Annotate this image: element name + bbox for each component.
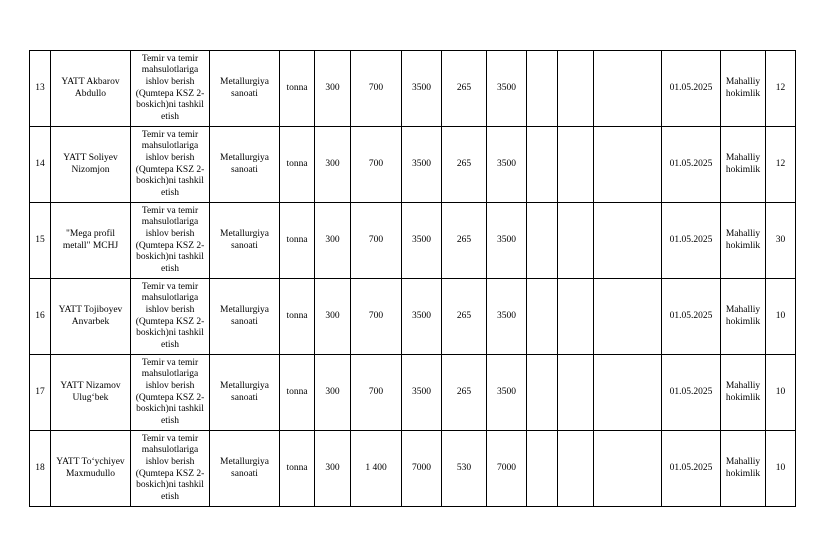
project-description-cell: Temir va temir mahsulotlariga ishlov berish (Qumtepa KSZ 2- boskich)ni tashkil etish: [131, 203, 210, 279]
row-number-cell: 16: [30, 279, 51, 355]
value-cell-2: 700: [351, 355, 402, 431]
empty-cell-1: [527, 355, 558, 431]
company-name-cell: "Mega profil metall" MCHJ: [51, 203, 131, 279]
responsible-cell: Mahalliy hokimlik: [721, 203, 766, 279]
value-cell-1: 300: [315, 51, 351, 127]
company-name-cell: YATT Akbarov Abdullo: [51, 51, 131, 127]
sector-cell: Metallurgiya sanoati: [210, 127, 280, 203]
unit-cell: tonna: [280, 203, 315, 279]
value-cell-1: 300: [315, 127, 351, 203]
value-cell-2: 700: [351, 203, 402, 279]
table-row: [30, 127, 796, 203]
value-cell-4: 265: [442, 203, 487, 279]
value-cell-4: 265: [442, 279, 487, 355]
value-cell-5: 3500: [487, 203, 527, 279]
empty-cell-2: [558, 51, 594, 127]
value-cell-1: 300: [315, 203, 351, 279]
sector-cell: Metallurgiya sanoati: [210, 51, 280, 127]
unit-cell: tonna: [280, 431, 315, 507]
sector-cell: Metallurgiya sanoati: [210, 279, 280, 355]
unit-cell: tonna: [280, 355, 315, 431]
table-row: [30, 203, 796, 279]
empty-cell-2: [558, 127, 594, 203]
project-description-cell: Temir va temir mahsulotlariga ishlov berish (Qumtepa KSZ 2- boskich)ni tashkil etish: [131, 51, 210, 127]
value-cell-1: 300: [315, 279, 351, 355]
value-cell-1: 300: [315, 355, 351, 431]
company-name-cell: YATT Tojiboyev Anvarbek: [51, 279, 131, 355]
empty-cell-1: [527, 127, 558, 203]
jobs-count-cell: 30: [766, 203, 796, 279]
sector-cell: Metallurgiya sanoati: [210, 203, 280, 279]
date-cell: 01.05.2025: [662, 279, 721, 355]
empty-cell-1: [527, 203, 558, 279]
value-cell-2: 700: [351, 51, 402, 127]
empty-cell-2: [558, 279, 594, 355]
value-cell-3: 3500: [402, 279, 442, 355]
value-cell-5: 3500: [487, 51, 527, 127]
value-cell-1: 300: [315, 431, 351, 507]
jobs-count-cell: 10: [766, 279, 796, 355]
date-cell: 01.05.2025: [662, 203, 721, 279]
date-cell: 01.05.2025: [662, 51, 721, 127]
value-cell-3: 3500: [402, 51, 442, 127]
project-description-cell: Temir va temir mahsulotlariga ishlov berish (Qumtepa KSZ 2- boskich)ni tashkil etish: [131, 127, 210, 203]
responsible-cell: Mahalliy hokimlik: [721, 431, 766, 507]
empty-cell-3: [594, 431, 662, 507]
row-number-cell: 13: [30, 51, 51, 127]
empty-cell-1: [527, 279, 558, 355]
jobs-count-cell: 12: [766, 127, 796, 203]
project-description-cell: Temir va temir mahsulotlariga ishlov berish (Qumtepa KSZ 2- boskich)ni tashkil etish: [131, 431, 210, 507]
row-number-cell: 18: [30, 431, 51, 507]
responsible-cell: Mahalliy hokimlik: [721, 127, 766, 203]
company-name-cell: YATT Soliyev Nizomjon: [51, 127, 131, 203]
row-number-cell: 17: [30, 355, 51, 431]
responsible-cell: Mahalliy hokimlik: [721, 279, 766, 355]
empty-cell-1: [527, 51, 558, 127]
responsible-cell: Mahalliy hokimlik: [721, 51, 766, 127]
date-cell: 01.05.2025: [662, 355, 721, 431]
value-cell-3: 3500: [402, 203, 442, 279]
table-row: [30, 279, 796, 355]
value-cell-2: 700: [351, 127, 402, 203]
date-cell: 01.05.2025: [662, 127, 721, 203]
empty-cell-3: [594, 355, 662, 431]
sector-cell: Metallurgiya sanoati: [210, 431, 280, 507]
unit-cell: tonna: [280, 279, 315, 355]
jobs-count-cell: 10: [766, 355, 796, 431]
value-cell-3: 3500: [402, 355, 442, 431]
row-number-cell: 14: [30, 127, 51, 203]
value-cell-5: 3500: [487, 127, 527, 203]
empty-cell-2: [558, 203, 594, 279]
value-cell-2: 700: [351, 279, 402, 355]
empty-cell-3: [594, 203, 662, 279]
value-cell-3: 7000: [402, 431, 442, 507]
table-row: [30, 431, 796, 507]
table-body: [30, 51, 796, 507]
value-cell-4: 265: [442, 51, 487, 127]
unit-cell: tonna: [280, 127, 315, 203]
date-cell: 01.05.2025: [662, 431, 721, 507]
project-description-cell: Temir va temir mahsulotlariga ishlov berish (Qumtepa KSZ 2- boskich)ni tashkil etish: [131, 279, 210, 355]
empty-cell-3: [594, 127, 662, 203]
responsible-cell: Mahalliy hokimlik: [721, 355, 766, 431]
table-row: [30, 51, 796, 127]
empty-cell-1: [527, 431, 558, 507]
empty-cell-2: [558, 431, 594, 507]
sector-cell: Metallurgiya sanoati: [210, 355, 280, 431]
company-name-cell: YATT Nizamov Ulug‘bek: [51, 355, 131, 431]
empty-cell-3: [594, 279, 662, 355]
value-cell-4: 265: [442, 127, 487, 203]
value-cell-5: 3500: [487, 279, 527, 355]
empty-cell-2: [558, 355, 594, 431]
value-cell-4: 530: [442, 431, 487, 507]
value-cell-3: 3500: [402, 127, 442, 203]
value-cell-5: 7000: [487, 431, 527, 507]
value-cell-2: 1 400: [351, 431, 402, 507]
company-name-cell: YATT To‘ychiyev Maxmudullo: [51, 431, 131, 507]
empty-cell-3: [594, 51, 662, 127]
value-cell-5: 3500: [487, 355, 527, 431]
project-description-cell: Temir va temir mahsulotlariga ishlov berish (Qumtepa KSZ 2- boskich)ni tashkil etish: [131, 355, 210, 431]
table-row: [30, 355, 796, 431]
unit-cell: tonna: [280, 51, 315, 127]
value-cell-4: 265: [442, 355, 487, 431]
jobs-count-cell: 10: [766, 431, 796, 507]
projects-table: [29, 50, 796, 507]
jobs-count-cell: 12: [766, 51, 796, 127]
row-number-cell: 15: [30, 203, 51, 279]
